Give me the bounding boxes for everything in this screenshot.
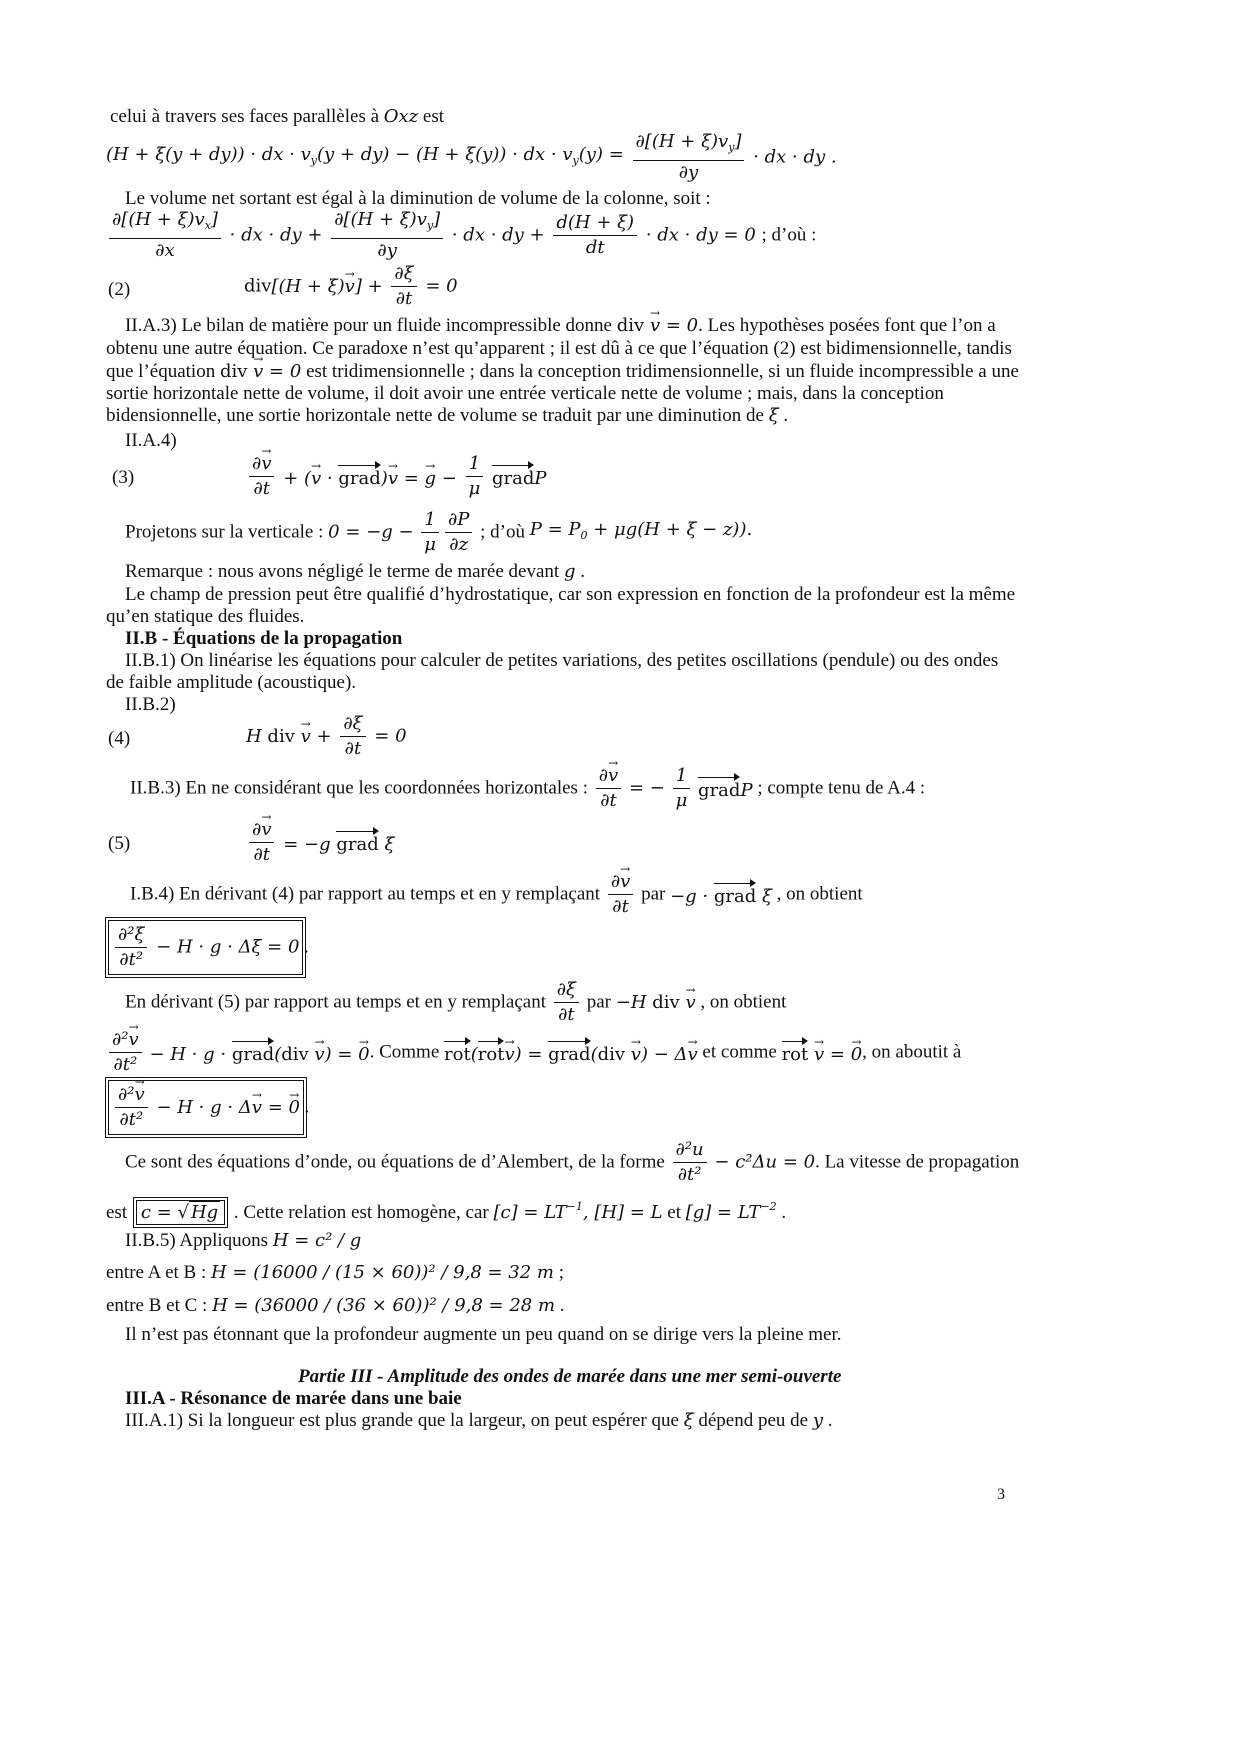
text-line: est c = √ Hg . Cette relation est homogène, car $[c] = LT^{-1}$, [H] = L et $[g] = LT^{-2}$ . (106, 1200, 787, 1223)
text: . Comme (369, 1041, 440, 1063)
text: entre B et C : (106, 1295, 208, 1316)
text: est tridimensionnelle ; dans la conception tridimensionnelle, si un fluide incompressible a une (306, 361, 1019, 382)
text-line: bidensionnelle, une sortie horizontale nette de volume se traduit par une diminution de ξ . (106, 405, 789, 426)
text: . La vitesse de propagation (815, 1151, 1020, 1173)
text: Ce sont des équations d’onde, ou équations de d’Alembert, de la forme (125, 1151, 665, 1173)
section-heading: III.A - Résonance de marée dans une baie (125, 1388, 462, 1409)
text-line: Le volume net sortant est égal à la diminution de volume de la colonne, soit : (125, 188, 711, 209)
math-plane: Oxz (383, 106, 419, 127)
text-line: III.A.1) Si la longueur est plus grande que la largeur, on peut espérer que ξ dépend peu de y . (125, 1410, 833, 1431)
text-line: entre A et B : H = (16000 / (15 × 60))² / 9,8 = 32 m ; (106, 1262, 565, 1283)
text: que l’équation (106, 361, 216, 382)
text: bidensionnelle, une sortie horizontale nette de volume se traduit par une diminution de (106, 405, 764, 426)
text: III.A.1) Si la longueur est plus grande que la largeur, on peut espérer que (125, 1410, 679, 1431)
equation-label: (2) (108, 279, 131, 300)
text: est (422, 106, 445, 127)
text-line: II.B.3) En ne considérant que les coordonnées horizontales : $\frac{\partial\to v}{\partial t}$ = − $\frac{1}{\mu}$ gradP ; compte tenu de A.4 : (130, 764, 925, 813)
text: et comme (702, 1041, 777, 1063)
text-line: Remarque : nous avons négligé le terme de marée devant g . (125, 561, 585, 582)
text-line: obtenu une autre équation. Ce paradoxe n’est qu’apparent ; il est dû à ce que l’équation (2) est bidimensionnelle, tandis (106, 338, 1012, 359)
text: , on aboutit à (862, 1041, 962, 1063)
text: . Cette relation est homogène, car (233, 1202, 489, 1223)
equation-label: (4) (108, 728, 131, 749)
text: Projetons sur la verticale : (125, 521, 324, 543)
part-title: Partie III - Amplitude des ondes de marée dans une mer semi-ouverte (298, 1366, 842, 1387)
text-line: Le champ de pression peut être qualifié d’hydrostatique, car son expression en fonction de la profondeur est la même (125, 584, 1016, 605)
text: et (667, 1202, 682, 1223)
text: II.B.3) En ne considérant que les coordonnées horizontales : (130, 777, 588, 799)
equation-volume-balance: $\frac{\partial[(H + \xi)v_x]}{\partial x}$ · dx · dy + $\frac{\partial[(H + \xi)v_y]}{\partial y}$ · dx · dy + $\frac{d(H + \xi)}{dt}$ · dx · dy = 0 ; d’où : (106, 208, 816, 263)
math-result-bc: H = (36000 / (36 × 60))² / 9,8 = 28 m (212, 1295, 556, 1316)
text-line: II.B.5) Appliquons H = c² / g (125, 1230, 362, 1251)
text: est (106, 1202, 128, 1223)
page-number: 3 (997, 1486, 1005, 1503)
text: par (641, 883, 666, 905)
text: I.B.4) En dérivant (4) par rapport au temps et en y remplaçant (130, 883, 601, 905)
text-line: I.B.4) En dérivant (4) par rapport au temps et en y remplaçant $\frac{\partial\to v}{\partial t}$ par −g · grad ξ , on obtient (130, 870, 863, 919)
text-line: Il n’est pas étonnant que la profondeur augmente un peu quand on se dirige vers la pleine mer. (125, 1324, 842, 1345)
equation-5: $\frac{\partial\to v}{\partial t}$ = −g grad ξ (246, 818, 394, 867)
text-line: sortie horizontale nette de volume, il doit avoir une entrée verticale nette de volume ; mais, dans la conception (106, 383, 944, 404)
text-line (110, 106, 444, 128)
text-line: que l’équation div → v = 0 est tridimensionnelle ; dans la conception tridimensionnelle, si un fluide incompressible a une (106, 361, 1019, 383)
text-line: de faible amplitude (acoustique). (106, 672, 357, 693)
text: ; d’où (480, 521, 526, 543)
text-line: II.A.3) Le bilan de matière pour un fluide incompressible donne div → v = 0. Les hypothèses posées font que l’on a (125, 315, 996, 337)
equation-label: (3) (112, 467, 135, 488)
section-heading: II.B - Équations de la propagation (125, 628, 403, 649)
text: , on obtient (700, 991, 787, 1013)
equation-2: div[(H + ξ)→ v] + $\frac{\partial\xi}{\partial t}$ = 0 (244, 262, 458, 311)
text: . Les hypothèses posées font que l’on a (698, 315, 996, 336)
text: , on obtient (776, 883, 863, 905)
text-line: Ce sont des équations d’onde, ou équations de d’Alembert, de la forme $\frac{\text{∂²u}}{\text{∂t²}}$ − c²Δu = 0. La vitesse de propagation (125, 1139, 1020, 1185)
text-line: Projetons sur la verticale : 0 = −g − $\frac{1}{\mu}$ $\frac{\partial P}{\partial z}$ ; d’où $P = P_0 + \mu g(H + \xi - z)$). (125, 509, 753, 555)
text-line: En dérivant (5) par rapport au temps et en y remplaçant $\frac{\partial\xi}{\partial t}$ par −H div → v , on obtient (125, 978, 786, 1027)
text-line: entre B et C : H = (36000 / (36 × 60))² / 9,8 = 28 m . (106, 1295, 565, 1316)
text-line: II.B.2) (125, 694, 176, 715)
text-line: $\frac{\text{∂²→ v}}{\text{∂t²}}$ − H · g · grad(div → v) = → 0. Comme rot(rot→ v) = grad(div → v) − Δ→ v et comme rot → v = → 0, on aboutit à (106, 1028, 961, 1077)
boxed-wave-equation-v: $\frac{\text{∂²→ v}}{\text{∂t²}}$ − H · g · Δ→ v = → 0 . (108, 1080, 310, 1135)
boxed-wave-equation-xi: $\frac{\text{∂²ξ}}{\text{∂t²}}$ − H · g · Δξ = 0 . (108, 920, 309, 975)
text: II.A.3) Le bilan de matière pour un fluide incompressible donne (125, 315, 612, 336)
text: dépend peu de (698, 1410, 809, 1431)
text: celui à travers ses faces parallèles à (110, 106, 380, 127)
text: Remarque : nous avons négligé le terme de marée devant (125, 561, 560, 582)
text-line: qu’en statique des fluides. (106, 606, 305, 627)
text: En dérivant (5) par rapport au temps et en y remplaçant (125, 991, 546, 1013)
equation-flux-y: (H + ξ(y + dy)) · dx · $v_y(y + dy) - (H + \xi(y))$ · dx · $v_y(y)$ = $\frac{\partial[(H + \xi)v_y]}{\partial y}$ · dx · dy . (106, 131, 837, 183)
text: entre A et B : (106, 1262, 207, 1283)
text-line: II.A.4) (125, 430, 177, 451)
text: ; compte tenu de A.4 : (757, 777, 926, 799)
text: par (586, 991, 611, 1013)
equation-label: (5) (108, 833, 131, 854)
text: II.B.5) Appliquons (125, 1230, 269, 1251)
text-line: II.B.1) On linéarise les équations pour calculer de petites variations, des petites oscillations (pendule) ou des ondes (125, 650, 999, 671)
math-result-ab: H = (16000 / (15 × 60))² / 9,8 = 32 m (211, 1262, 554, 1283)
equation-3: $\frac{\partial\to v}{\partial t}$ + (→ v · grad)→ v = → g − $\frac{1}{\mu}$ gradP (246, 452, 547, 501)
equation-4: H div → v + $\frac{\partial\xi}{\partial t}$ = 0 (246, 712, 407, 761)
text: ; d’où : (761, 224, 817, 246)
